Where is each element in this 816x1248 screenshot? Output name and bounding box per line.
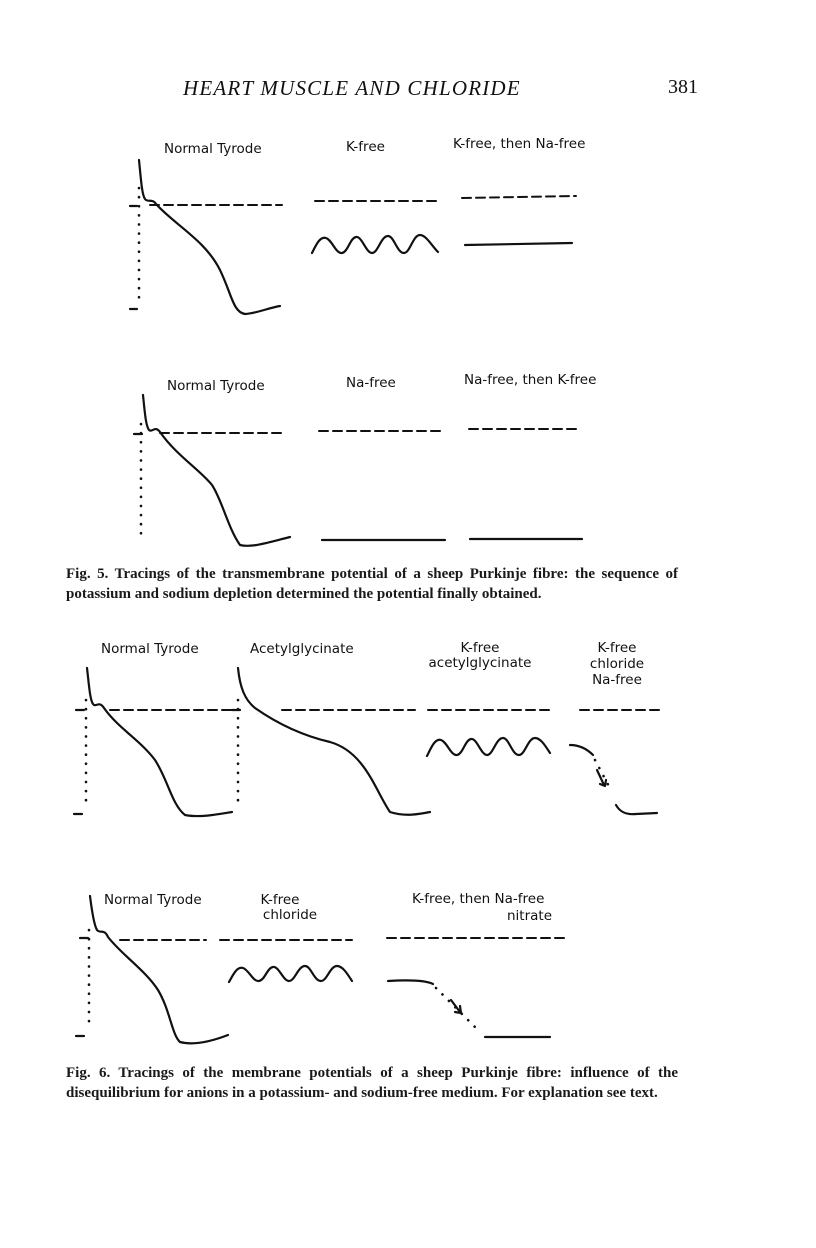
fig6a-oscillation-k-free-acetylglycinate — [427, 738, 550, 756]
fig5b-traces — [134, 395, 582, 546]
fig6b-label-k-free-then-na-free: K-free, then Na-free — [412, 891, 545, 907]
fig6b-label-k-free: K-free — [260, 892, 300, 908]
fig6a-label-chloride: chloride — [589, 656, 645, 672]
fig6a-label-normal-tyrode: Normal Tyrode — [101, 641, 199, 657]
fig5a-flat-trace — [465, 243, 572, 245]
fig6a-label-acetylglycinate-2: acetylglycinate — [428, 655, 532, 671]
fig5b-action-potential-normal — [143, 395, 290, 546]
fig6a-final-trace — [616, 805, 657, 814]
fig6a-label-na-free: Na-free — [592, 672, 642, 688]
fig5a-traces — [130, 160, 576, 314]
fig5-caption: Fig. 5. Tracings of the transmembrane potential of a sheep Purkinje fibre: the sequence of potassium and sodium depletion determined the potential finally obtained. — [66, 566, 678, 602]
fig6b-traces — [76, 896, 568, 1043]
fig5a-label-k-free: K-free — [346, 139, 385, 155]
fig5a-label-k-free-then-na-free: K-free, then Na-free — [453, 136, 586, 152]
fig6-caption: Fig. 6. Tracings of the membrane potentials of a sheep Purkinje fibre: influence of the disequilibrium for anions in a potassium- and sodium-free medium. For explanation see text. — [66, 1065, 678, 1101]
fig5a-action-potential-normal — [139, 160, 280, 314]
fig6b-label-normal-tyrode: Normal Tyrode — [104, 892, 202, 908]
fig5a-label-normal-tyrode: Normal Tyrode — [164, 141, 262, 157]
fig5a-oscillation-k-free — [312, 235, 438, 253]
fig6b-trace-start — [388, 980, 433, 984]
fig6a-trace-start — [570, 745, 593, 755]
running-header: HEART MUSCLE AND CHLORIDE — [183, 76, 521, 100]
fig6a-label-acetylglycinate: Acetylglycinate — [250, 641, 354, 657]
fig6a-action-potential-normal — [87, 668, 232, 816]
fig6a-label-k-free-2: K-free — [597, 640, 637, 656]
fig5b-label-na-free: Na-free — [346, 375, 396, 391]
fig6a-action-potential-acetylglycinate — [238, 668, 430, 815]
fig5b-label-normal-tyrode: Normal Tyrode — [167, 378, 265, 394]
fig5a-dashed-reference-3 — [462, 196, 576, 198]
fig6b-action-potential-normal — [90, 896, 228, 1043]
page-number: 381 — [668, 76, 698, 98]
fig6a-dotted-transition — [595, 760, 612, 792]
fig5b-label-na-free-then-k-free: Na-free, then K-free — [464, 372, 597, 388]
fig6b-label-chloride: chloride — [262, 907, 318, 923]
fig6a-label-k-free: K-free — [460, 640, 500, 656]
fig6a-traces — [74, 668, 664, 816]
fig6b-label-nitrate: nitrate — [507, 908, 553, 924]
fig6b-transition-arrow — [451, 1000, 461, 1013]
fig6b-oscillation-k-free-chloride — [229, 966, 352, 982]
fig6a-transition-arrow — [597, 770, 606, 786]
